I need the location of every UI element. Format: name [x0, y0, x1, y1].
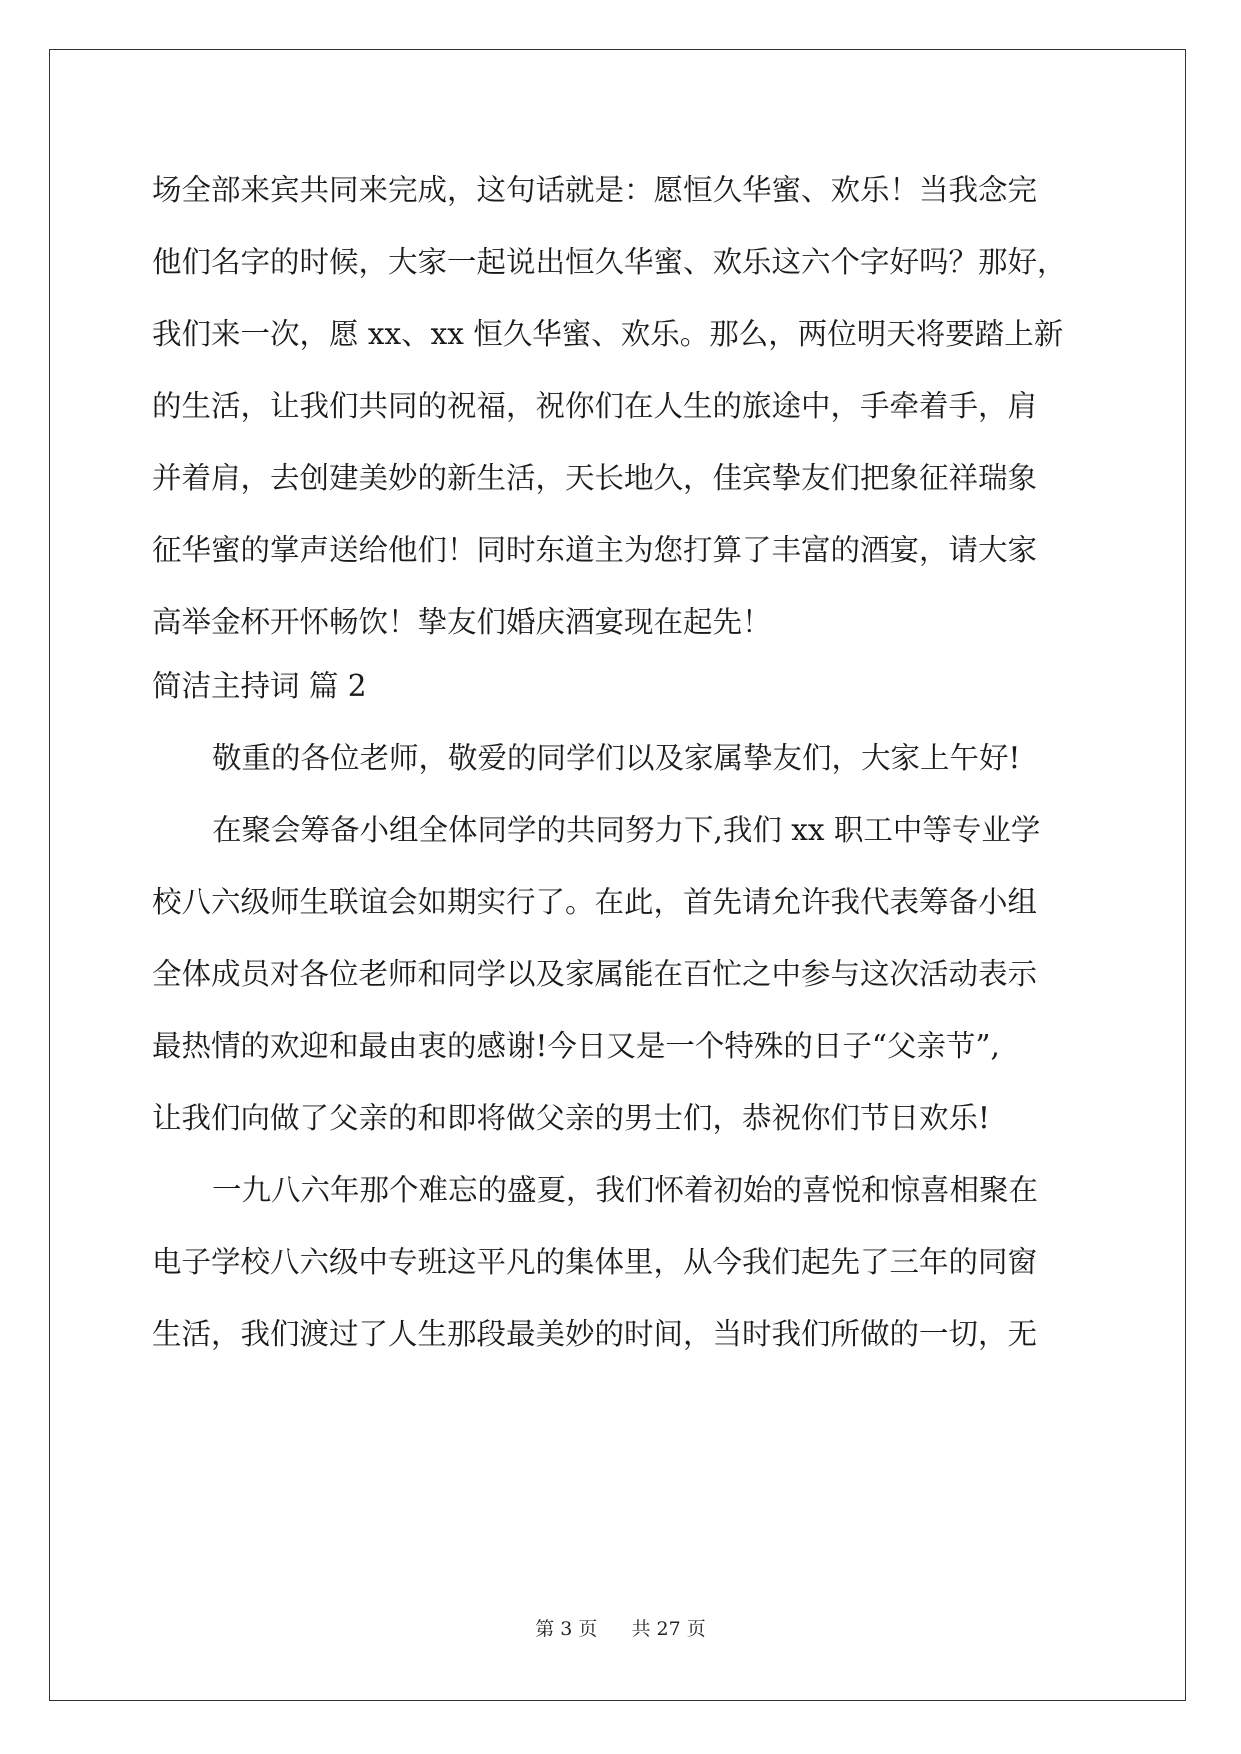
page-number: 第 3 页 — [535, 1618, 598, 1640]
text-line: 高举金杯开怀畅饮！挚友们婚庆酒宴现在起先！ — [152, 605, 772, 639]
text-line: 的生活，让我们共同的祝福，祝你们在人生的旅途中，手牵着手，肩 — [152, 389, 1038, 423]
text-line: 并着肩，去创建美妙的新生活，天长地久，佳宾挚友们把象征祥瑞象 — [152, 461, 1038, 495]
text-line: 一九八六年那个难忘的盛夏，我们怀着初始的喜悦和惊喜相聚在 — [212, 1173, 1039, 1207]
section-heading: 简洁主持词 篇 2 — [152, 669, 367, 703]
text-line: 让我们向做了父亲的和即将做父亲的男士们，恭祝你们节日欢乐! — [152, 1101, 990, 1135]
text-line: 在聚会筹备小组全体同学的共同努力下,我们 xx 职工中等专业学 — [212, 813, 1041, 847]
text-line: 征华蜜的掌声送给他们！同时东道主为您打算了丰富的酒宴，请大家 — [152, 533, 1038, 567]
text-line: 场全部来宾共同来完成，这句话就是：愿恒久华蜜、欢乐！当我念完 — [152, 173, 1038, 207]
text-line: 我们来一次，愿 xx、xx 恒久华蜜、欢乐。那么，两位明天将要踏上新 — [152, 317, 1064, 351]
text-line: 敬重的各位老师，敬爱的同学们以及家属挚友们，大家上午好! — [212, 741, 1021, 775]
text-line: 他们名字的时候，大家一起说出恒久华蜜、欢乐这六个字好吗？那好， — [152, 245, 1067, 279]
page-total: 共 27 页 — [631, 1618, 706, 1640]
page-footer — [0, 1614, 1241, 1641]
text-line: 生活，我们渡过了人生那段最美妙的时间，当时我们所做的一切，无 — [152, 1317, 1038, 1351]
text-line: 电子学校八六级中专班这平凡的集体里，从今我们起先了三年的同窗 — [152, 1245, 1038, 1279]
text-line: 校八六级师生联谊会如期实行了。在此，首先请允许我代表筹备小组 — [152, 885, 1038, 919]
text-line: 最热情的欢迎和最由衷的感谢!今日又是一个特殊的日子“父亲节”, — [152, 1029, 1000, 1063]
text-line: 全体成员对各位老师和同学以及家属能在百忙之中参与这次活动表示 — [152, 957, 1038, 991]
page-border — [49, 49, 1186, 1701]
